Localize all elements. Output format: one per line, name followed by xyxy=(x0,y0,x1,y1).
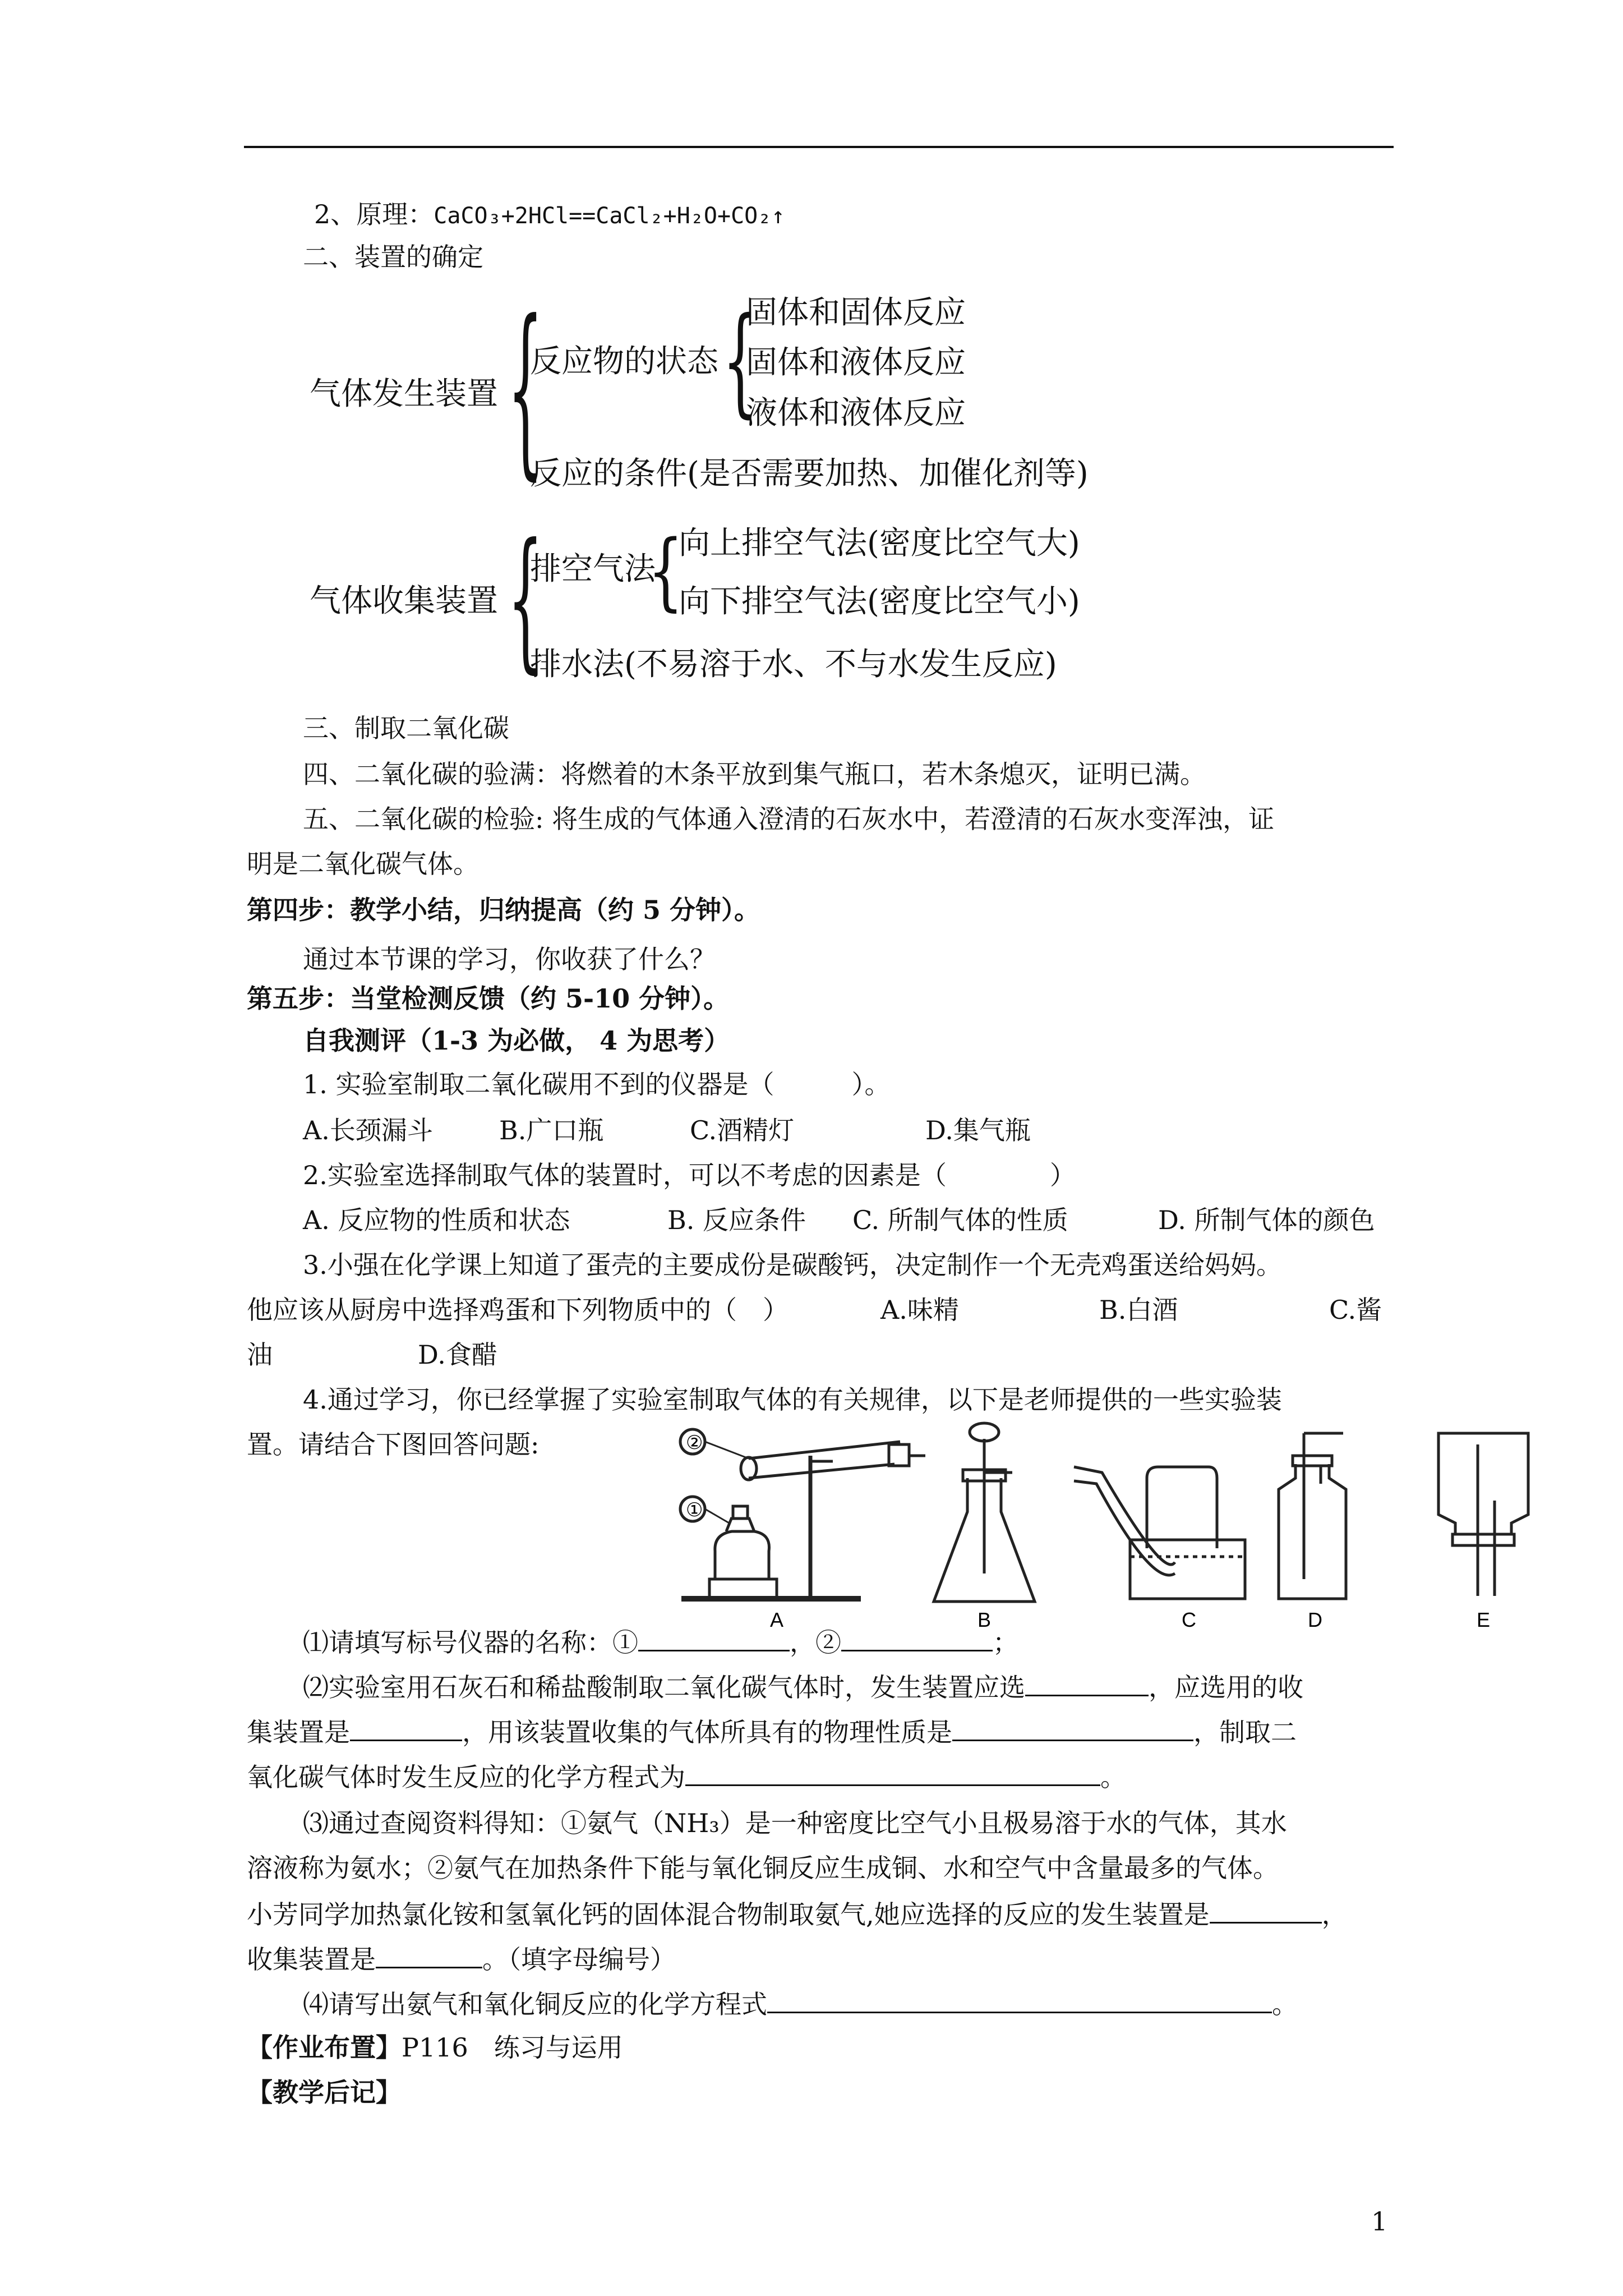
q2-option-b: B. 反应条件 xyxy=(667,1205,806,1235)
section5-line1: 五、二氧化碳的检验: 将生成的气体通入澄清的石灰水中，若澄清的石灰水变浑浊，证 xyxy=(303,804,1275,834)
sub3-blank-collector[interactable] xyxy=(376,1941,482,1968)
sub2-line1 xyxy=(303,1669,1303,1704)
sub1-blank-1[interactable] xyxy=(638,1624,790,1651)
generation-label: 气体发生装置 xyxy=(310,376,498,412)
air-method-2: 向下排空气法(密度比空气小) xyxy=(679,583,1080,620)
q3-option-c: C.酱 xyxy=(1329,1295,1382,1325)
section4: 四、二氧化碳的验满：将燃着的木条平放到集气瓶口，若木条熄灭，证明已满。 xyxy=(303,759,1206,789)
step4-heading: 第四步：教学小结，归纳提高（约 5 分钟）。 xyxy=(247,895,760,925)
q3-line1: 3.小强在化学课上知道了蛋壳的主要成份是碳酸钙，决定制作一个无壳鸡蛋送给妈妈。 xyxy=(303,1250,1282,1280)
marker-2: ② xyxy=(686,1432,703,1453)
state-item-2: 固体和液体反应 xyxy=(746,344,966,381)
sub2-line3 xyxy=(247,1759,1126,1794)
collection-label: 气体收集装置 xyxy=(310,583,498,619)
sub1-mid: ，② xyxy=(790,1627,841,1658)
q2-option-a: A. 反应物的性质和状态 xyxy=(303,1205,570,1235)
sub3-l3-suffix: ， xyxy=(1321,1899,1348,1930)
sub2-l3-prefix: 氧化碳气体时发生反应的化学方程式为 xyxy=(247,1762,685,1792)
sub3-l4-suffix: 。（填字母编号） xyxy=(482,1944,676,1975)
sub2-l3-suffix: 。 xyxy=(1100,1762,1126,1792)
q3-line2-prefix: 他应该从厨房中选择鸡蛋和下列物质中的（ ） xyxy=(247,1295,789,1325)
state-brace: { xyxy=(722,292,758,430)
q1-option-b: B.广口瓶 xyxy=(499,1115,604,1145)
sub1-blank-2[interactable] xyxy=(841,1624,993,1651)
generation-outer-brace: { xyxy=(508,280,543,498)
q2-option-c: C. 所制气体的性质 xyxy=(852,1205,1068,1235)
sub1-prefix: ⑴请填写标号仪器的名称：① xyxy=(303,1627,638,1658)
sub3-l3-prefix: 小芳同学加热氯化铵和氢氧化钙的固体混合物制取氨气,她应选择的反应的发生装置是 xyxy=(247,1899,1210,1930)
sub2-l2-prefix: 集装置是 xyxy=(247,1717,350,1747)
step5-heading: 第五步：当堂检测反馈（约 5-10 分钟）。 xyxy=(247,983,730,1014)
sub1-suffix: ； xyxy=(993,1627,1018,1658)
sub4-blank-equation[interactable] xyxy=(767,1986,1272,2013)
label-c: C xyxy=(1182,1608,1196,1630)
apparatus-d xyxy=(1279,1433,1346,1599)
sub2-l1-suffix: ，应选用的收 xyxy=(1149,1672,1303,1703)
label-b: B xyxy=(977,1608,992,1630)
sub2-blank-generator[interactable] xyxy=(1025,1669,1149,1696)
apparatus-a xyxy=(680,1429,925,1599)
sub3-line1: ⑶通过查阅资料得知：①氨气（NH₃）是一种密度比空气小且极易溶于水的气体，其水 xyxy=(303,1808,1287,1838)
sub2-blank-property[interactable] xyxy=(952,1714,1193,1741)
section5-line2: 明是二氧化碳气体。 xyxy=(247,849,479,879)
q2-option-d: D. 所制气体的颜色 xyxy=(1158,1205,1375,1235)
sub2-l1-prefix: ⑵实验室用石灰石和稀盐酸制取二氧化碳气体时，发生装置应选 xyxy=(303,1672,1025,1703)
homework-label: 【作业布置】 xyxy=(247,2032,402,2063)
state-item-1: 固体和固体反应 xyxy=(746,295,966,331)
page-number: 1 xyxy=(1371,2206,1388,2237)
sub4-prefix: ⑷请写出氨气和氧化铜反应的化学方程式 xyxy=(303,1989,767,2019)
sub2-l2-suffix: ，制取二 xyxy=(1193,1717,1297,1747)
marker-1: ① xyxy=(686,1499,703,1521)
section2-title: 二、装置的确定 xyxy=(303,242,483,272)
header-rule xyxy=(244,146,1394,148)
q3-option-b: B.白酒 xyxy=(1099,1295,1178,1325)
apparatus-figure xyxy=(670,1411,1590,1630)
principle-equation: CaCO₃+2HCl==CaCl₂+H₂O+CO₂↑ xyxy=(434,203,785,229)
q2-stem: 2.实验室选择制取气体的装置时，可以不考虑的因素是（ ） xyxy=(303,1160,1076,1190)
air-method-1: 向上排空气法(密度比空气大) xyxy=(679,525,1080,562)
q1-stem: 1. 实验室制取二氧化碳用不到的仪器是（ ）。 xyxy=(303,1069,891,1099)
apparatus-b xyxy=(934,1423,1035,1602)
q3-line3-part: 油 xyxy=(247,1340,273,1370)
self-test-heading: 自我测评（1-3 为必做， 4 为思考） xyxy=(303,1025,730,1056)
section3: 三、制取二氧化碳 xyxy=(303,713,509,743)
air-label: 排空气法 xyxy=(530,551,656,587)
q4-line1: 4.通过学习，你已经掌握了实验室制取气体的有关规律，以下是老师提供的一些实验装 xyxy=(303,1384,1282,1415)
sub3-blank-generator[interactable] xyxy=(1210,1896,1322,1924)
apparatus-c xyxy=(1074,1467,1245,1599)
apparatus-e xyxy=(1438,1433,1528,1596)
condition-item: 反应的条件(是否需要加热、加催化剂等) xyxy=(530,455,1089,492)
air-brace: { xyxy=(648,522,684,620)
sub3-line4 xyxy=(247,1941,676,1976)
sub3-line2: 溶液称为氨水；②氨气在加热条件下能与氧化铜反应生成铜、水和空气中含量最多的气体。 xyxy=(247,1853,1279,1883)
principle-prefix: 2、原理： xyxy=(314,199,434,229)
sub2-line2 xyxy=(247,1714,1297,1749)
sub2-blank-equation[interactable] xyxy=(685,1759,1100,1786)
sub3-l4-prefix: 收集装置是 xyxy=(247,1944,376,1975)
homework-text: P116 练习与运用 xyxy=(402,2032,623,2063)
q3-option-d: D.食醋 xyxy=(418,1340,497,1370)
collection-outer-brace: { xyxy=(508,510,543,688)
sub1-line xyxy=(303,1624,1018,1659)
state-label: 反应物的状态 xyxy=(530,343,718,380)
sub2-blank-collector[interactable] xyxy=(350,1714,462,1741)
homework-line xyxy=(247,2031,623,2064)
sub3-line3 xyxy=(247,1896,1348,1931)
water-method: 排水法(不易溶于水、不与水发生反应) xyxy=(530,646,1057,683)
q1-option-d: D.集气瓶 xyxy=(925,1115,1031,1145)
label-d: D xyxy=(1308,1608,1322,1630)
state-item-3: 液体和液体反应 xyxy=(746,395,966,431)
step4-question: 通过本节课的学习，你收获了什么？ xyxy=(303,944,716,974)
q3-option-a: A.味精 xyxy=(880,1295,959,1325)
label-a: A xyxy=(769,1608,784,1630)
q1-option-a: A.长颈漏斗 xyxy=(303,1115,433,1145)
reflection-label: 【教学后记】 xyxy=(247,2077,402,2108)
label-e: E xyxy=(1476,1608,1491,1630)
sub4-line xyxy=(303,1986,1298,2021)
q4-line2: 置。请结合下图回答问题: xyxy=(247,1429,540,1460)
principle-line xyxy=(314,197,785,233)
sub4-suffix: 。 xyxy=(1272,1989,1298,2019)
q1-option-c: C.酒精灯 xyxy=(690,1115,795,1145)
sub2-l2-mid: ，用该装置收集的气体所具有的物理性质是 xyxy=(462,1717,952,1747)
